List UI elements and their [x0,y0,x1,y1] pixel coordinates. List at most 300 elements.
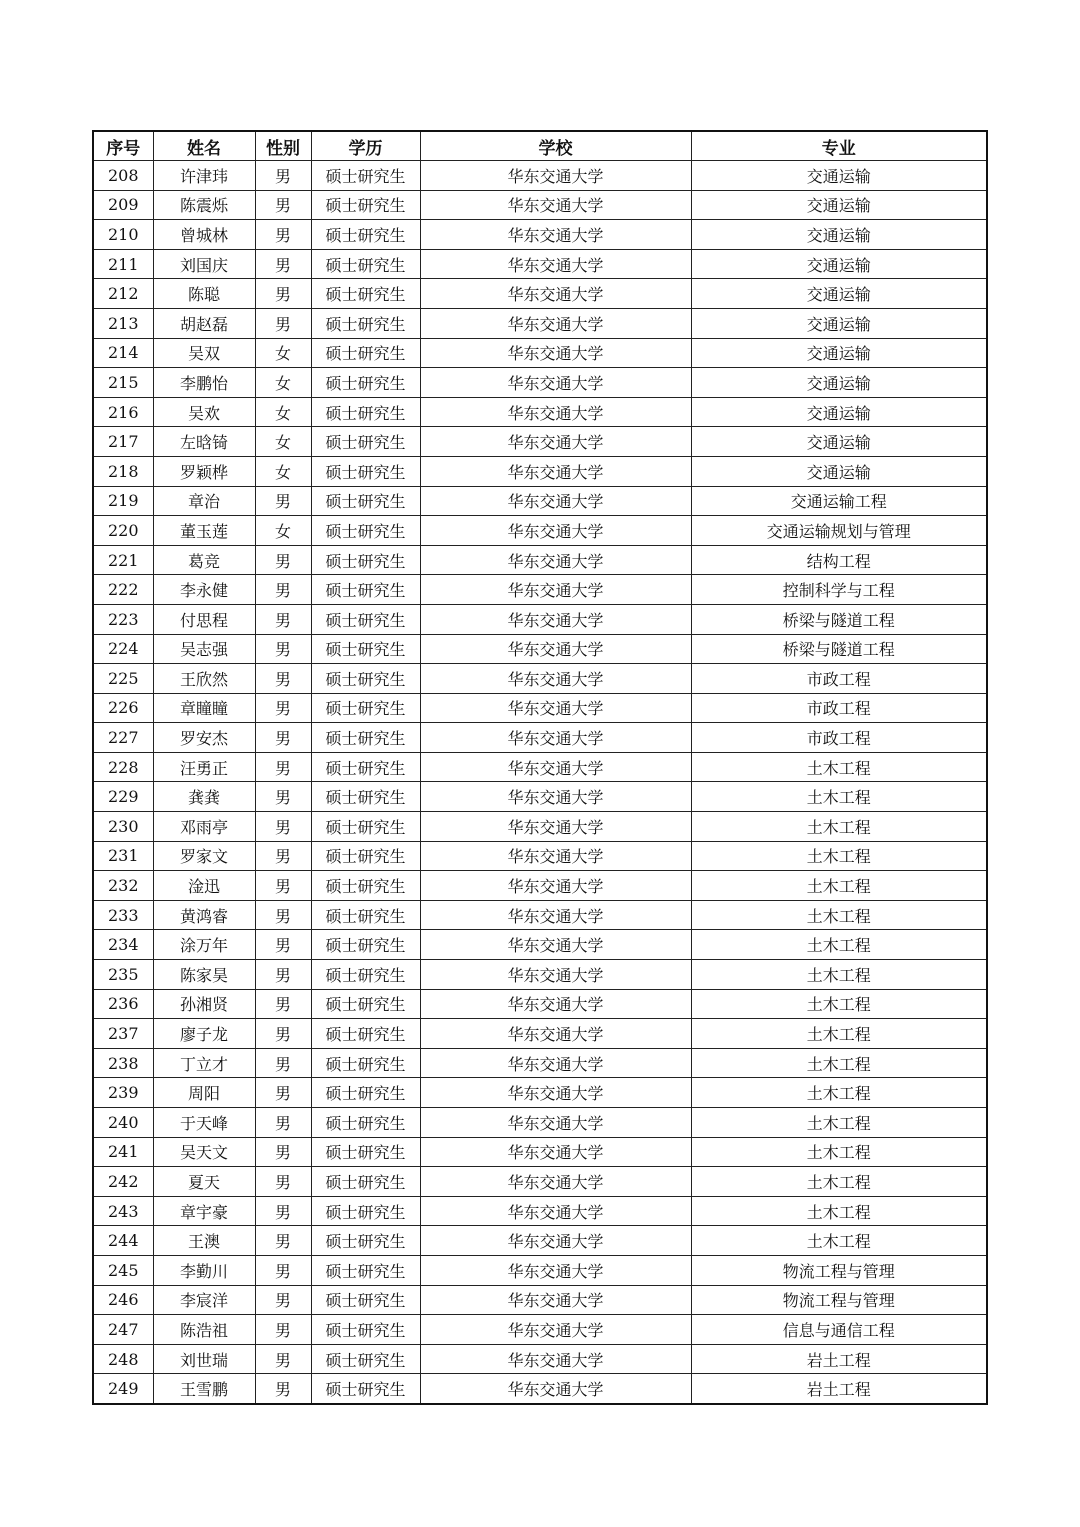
cell-education: 硕士研究生 [311,190,420,220]
cell-school: 华东交通大学 [420,545,691,575]
cell-no: 241 [93,1137,153,1167]
table-row [93,456,987,486]
cell-no: 215 [93,368,153,398]
cell-education: 硕士研究生 [311,220,420,250]
cell-school: 华东交通大学 [420,1285,691,1315]
cell-name: 李鹏怡 [153,368,255,398]
cell-major: 土木工程 [691,1226,987,1256]
cell-gender: 男 [255,1196,311,1226]
cell-name: 周阳 [153,1078,255,1108]
cell-major: 桥梁与隧道工程 [691,634,987,664]
cell-major: 交通运输 [691,456,987,486]
cell-gender: 男 [255,1374,311,1404]
cell-name: 陈家昊 [153,960,255,990]
cell-education: 硕士研究生 [311,1196,420,1226]
cell-gender: 男 [255,841,311,871]
cell-no: 218 [93,456,153,486]
cell-school: 华东交通大学 [420,249,691,279]
header-cell-major: 专业 [691,131,987,161]
cell-education: 硕士研究生 [311,871,420,901]
cell-name: 黄鸿睿 [153,900,255,930]
table-body [93,161,987,1404]
cell-name: 章瞳瞳 [153,693,255,723]
cell-name: 王雪鹏 [153,1374,255,1404]
cell-school: 华东交通大学 [420,693,691,723]
cell-major: 结构工程 [691,545,987,575]
cell-education: 硕士研究生 [311,1315,420,1345]
cell-school: 华东交通大学 [420,575,691,605]
cell-no: 239 [93,1078,153,1108]
table-row [93,634,987,664]
cell-name: 李勤川 [153,1255,255,1285]
cell-name: 淦迅 [153,871,255,901]
cell-gender: 女 [255,427,311,457]
cell-education: 硕士研究生 [311,397,420,427]
cell-gender: 男 [255,752,311,782]
cell-major: 土木工程 [691,1078,987,1108]
table-row [93,397,987,427]
table-row [93,1048,987,1078]
cell-no: 220 [93,516,153,546]
cell-gender: 男 [255,575,311,605]
cell-major: 市政工程 [691,723,987,753]
cell-no: 224 [93,634,153,664]
cell-no: 237 [93,1019,153,1049]
cell-education: 硕士研究生 [311,900,420,930]
cell-school: 华东交通大学 [420,634,691,664]
cell-no: 214 [93,338,153,368]
cell-gender: 男 [255,279,311,309]
cell-education: 硕士研究生 [311,1019,420,1049]
cell-gender: 女 [255,397,311,427]
cell-school: 华东交通大学 [420,161,691,191]
cell-no: 235 [93,960,153,990]
cell-school: 华东交通大学 [420,752,691,782]
cell-gender: 男 [255,190,311,220]
cell-major: 岩土工程 [691,1344,987,1374]
cell-gender: 男 [255,1019,311,1049]
table-row [93,368,987,398]
cell-name: 罗家文 [153,841,255,871]
cell-education: 硕士研究生 [311,545,420,575]
cell-gender: 男 [255,693,311,723]
cell-major: 交通运输 [691,249,987,279]
table-row [93,279,987,309]
cell-name: 左晗锜 [153,427,255,457]
table-row [93,190,987,220]
cell-no: 234 [93,930,153,960]
roster-table-container [92,130,986,1405]
cell-gender: 女 [255,338,311,368]
table-row [93,220,987,250]
table-row [93,1108,987,1138]
cell-gender: 男 [255,634,311,664]
cell-name: 胡赵磊 [153,308,255,338]
table-row [93,1374,987,1404]
header-cell-education: 学历 [311,131,420,161]
cell-major: 交通运输 [691,220,987,250]
cell-major: 控制科学与工程 [691,575,987,605]
cell-name: 汪勇正 [153,752,255,782]
table-row [93,782,987,812]
cell-education: 硕士研究生 [311,575,420,605]
cell-education: 硕士研究生 [311,960,420,990]
cell-school: 华东交通大学 [420,190,691,220]
cell-school: 华东交通大学 [420,1344,691,1374]
cell-major: 土木工程 [691,1048,987,1078]
cell-gender: 男 [255,782,311,812]
cell-gender: 男 [255,664,311,694]
table-row [93,545,987,575]
cell-no: 211 [93,249,153,279]
cell-school: 华东交通大学 [420,723,691,753]
cell-name: 葛竞 [153,545,255,575]
cell-education: 硕士研究生 [311,604,420,634]
cell-name: 陈震烁 [153,190,255,220]
cell-no: 208 [93,161,153,191]
cell-school: 华东交通大学 [420,1167,691,1197]
cell-school: 华东交通大学 [420,871,691,901]
cell-gender: 男 [255,1137,311,1167]
cell-no: 248 [93,1344,153,1374]
cell-education: 硕士研究生 [311,1374,420,1404]
cell-major: 交通运输 [691,397,987,427]
table-row [93,664,987,694]
cell-education: 硕士研究生 [311,1344,420,1374]
cell-major: 信息与通信工程 [691,1315,987,1345]
cell-school: 华东交通大学 [420,1196,691,1226]
cell-name: 陈聪 [153,279,255,309]
table-row [93,1137,987,1167]
cell-school: 华东交通大学 [420,220,691,250]
cell-name: 李永健 [153,575,255,605]
cell-education: 硕士研究生 [311,930,420,960]
cell-education: 硕士研究生 [311,279,420,309]
cell-gender: 男 [255,545,311,575]
cell-gender: 男 [255,1255,311,1285]
cell-gender: 男 [255,1167,311,1197]
cell-gender: 男 [255,1078,311,1108]
cell-major: 土木工程 [691,1167,987,1197]
table-row [93,930,987,960]
cell-gender: 女 [255,516,311,546]
cell-gender: 男 [255,1048,311,1078]
cell-major: 岩土工程 [691,1374,987,1404]
cell-gender: 男 [255,161,311,191]
roster-table [92,130,988,1405]
header-cell-school: 学校 [420,131,691,161]
cell-name: 王欣然 [153,664,255,694]
cell-gender: 男 [255,871,311,901]
cell-major: 交通运输工程 [691,486,987,516]
cell-name: 吴志强 [153,634,255,664]
cell-no: 216 [93,397,153,427]
cell-school: 华东交通大学 [420,841,691,871]
cell-school: 华东交通大学 [420,782,691,812]
cell-gender: 男 [255,1285,311,1315]
cell-major: 交通运输 [691,338,987,368]
cell-major: 土木工程 [691,752,987,782]
cell-major: 交通运输 [691,308,987,338]
cell-name: 于天峰 [153,1108,255,1138]
cell-no: 236 [93,989,153,1019]
cell-major: 市政工程 [691,664,987,694]
cell-school: 华东交通大学 [420,486,691,516]
cell-school: 华东交通大学 [420,516,691,546]
cell-name: 董玉莲 [153,516,255,546]
cell-education: 硕士研究生 [311,1048,420,1078]
cell-major: 物流工程与管理 [691,1255,987,1285]
cell-no: 233 [93,900,153,930]
cell-education: 硕士研究生 [311,1137,420,1167]
cell-education: 硕士研究生 [311,782,420,812]
cell-no: 247 [93,1315,153,1345]
table-row [93,960,987,990]
cell-name: 刘世瑞 [153,1344,255,1374]
table-row [93,812,987,842]
cell-education: 硕士研究生 [311,1167,420,1197]
cell-school: 华东交通大学 [420,1374,691,1404]
cell-no: 238 [93,1048,153,1078]
cell-school: 华东交通大学 [420,900,691,930]
cell-name: 廖子龙 [153,1019,255,1049]
cell-education: 硕士研究生 [311,634,420,664]
cell-no: 245 [93,1255,153,1285]
cell-major: 土木工程 [691,930,987,960]
cell-major: 交通运输 [691,368,987,398]
cell-school: 华东交通大学 [420,604,691,634]
header-cell-no: 序号 [93,131,153,161]
cell-education: 硕士研究生 [311,1285,420,1315]
cell-gender: 男 [255,989,311,1019]
cell-name: 罗颖桦 [153,456,255,486]
cell-education: 硕士研究生 [311,368,420,398]
cell-name: 丁立才 [153,1048,255,1078]
table-row [93,249,987,279]
cell-gender: 男 [255,486,311,516]
cell-name: 付思程 [153,604,255,634]
cell-name: 夏天 [153,1167,255,1197]
cell-school: 华东交通大学 [420,989,691,1019]
table-row [93,604,987,634]
cell-major: 土木工程 [691,841,987,871]
cell-gender: 女 [255,368,311,398]
cell-no: 227 [93,723,153,753]
cell-school: 华东交通大学 [420,1315,691,1345]
cell-education: 硕士研究生 [311,812,420,842]
header-cell-gender: 性别 [255,131,311,161]
cell-major: 土木工程 [691,989,987,1019]
cell-no: 230 [93,812,153,842]
table-row [93,516,987,546]
cell-school: 华东交通大学 [420,397,691,427]
cell-gender: 男 [255,1315,311,1345]
cell-gender: 男 [255,604,311,634]
cell-major: 土木工程 [691,1019,987,1049]
cell-no: 240 [93,1108,153,1138]
cell-no: 209 [93,190,153,220]
cell-education: 硕士研究生 [311,752,420,782]
cell-school: 华东交通大学 [420,812,691,842]
cell-education: 硕士研究生 [311,249,420,279]
cell-no: 244 [93,1226,153,1256]
cell-gender: 女 [255,456,311,486]
cell-major: 土木工程 [691,812,987,842]
cell-education: 硕士研究生 [311,427,420,457]
cell-no: 213 [93,308,153,338]
table-row [93,900,987,930]
cell-name: 章宇豪 [153,1196,255,1226]
table-row [93,1078,987,1108]
table-row [93,338,987,368]
cell-gender: 男 [255,723,311,753]
cell-name: 涂万年 [153,930,255,960]
cell-school: 华东交通大学 [420,960,691,990]
cell-gender: 男 [255,1108,311,1138]
cell-major: 土木工程 [691,782,987,812]
cell-school: 华东交通大学 [420,1108,691,1138]
header-cell-name: 姓名 [153,131,255,161]
table-row [93,1196,987,1226]
cell-no: 232 [93,871,153,901]
cell-gender: 男 [255,249,311,279]
cell-name: 王澳 [153,1226,255,1256]
cell-no: 221 [93,545,153,575]
table-row [93,161,987,191]
table-row [93,871,987,901]
cell-no: 229 [93,782,153,812]
table-header [93,131,987,161]
cell-no: 219 [93,486,153,516]
header-row [93,131,987,161]
table-row [93,1167,987,1197]
cell-school: 华东交通大学 [420,1226,691,1256]
cell-name: 龚龚 [153,782,255,812]
cell-education: 硕士研究生 [311,1255,420,1285]
cell-school: 华东交通大学 [420,279,691,309]
table-row [93,723,987,753]
cell-name: 章治 [153,486,255,516]
cell-no: 246 [93,1285,153,1315]
cell-name: 陈浩祖 [153,1315,255,1345]
cell-major: 土木工程 [691,1196,987,1226]
cell-major: 物流工程与管理 [691,1285,987,1315]
cell-name: 李宸洋 [153,1285,255,1315]
cell-school: 华东交通大学 [420,456,691,486]
cell-no: 225 [93,664,153,694]
cell-school: 华东交通大学 [420,1078,691,1108]
cell-name: 曾城林 [153,220,255,250]
table-row [93,1255,987,1285]
cell-no: 226 [93,693,153,723]
cell-gender: 男 [255,1344,311,1374]
table-row [93,1285,987,1315]
cell-school: 华东交通大学 [420,427,691,457]
cell-school: 华东交通大学 [420,338,691,368]
cell-education: 硕士研究生 [311,1108,420,1138]
cell-education: 硕士研究生 [311,456,420,486]
cell-school: 华东交通大学 [420,1137,691,1167]
table-row [93,427,987,457]
cell-education: 硕士研究生 [311,841,420,871]
cell-name: 邓雨亭 [153,812,255,842]
table-row [93,575,987,605]
cell-name: 吴欢 [153,397,255,427]
table-row [93,693,987,723]
table-row [93,989,987,1019]
cell-no: 223 [93,604,153,634]
table-row [93,486,987,516]
cell-gender: 男 [255,930,311,960]
cell-name: 孙湘贤 [153,989,255,1019]
cell-education: 硕士研究生 [311,308,420,338]
cell-major: 桥梁与隧道工程 [691,604,987,634]
cell-school: 华东交通大学 [420,1255,691,1285]
cell-education: 硕士研究生 [311,989,420,1019]
cell-education: 硕士研究生 [311,161,420,191]
table-row [93,308,987,338]
cell-name: 吴双 [153,338,255,368]
cell-school: 华东交通大学 [420,930,691,960]
cell-major: 交通运输 [691,161,987,191]
cell-school: 华东交通大学 [420,308,691,338]
cell-education: 硕士研究生 [311,723,420,753]
cell-education: 硕士研究生 [311,1078,420,1108]
cell-major: 土木工程 [691,1108,987,1138]
cell-school: 华东交通大学 [420,664,691,694]
cell-education: 硕士研究生 [311,693,420,723]
table-row [93,1315,987,1345]
cell-major: 交通运输规划与管理 [691,516,987,546]
cell-name: 许津玮 [153,161,255,191]
cell-gender: 男 [255,812,311,842]
cell-education: 硕士研究生 [311,516,420,546]
cell-no: 228 [93,752,153,782]
cell-education: 硕士研究生 [311,338,420,368]
cell-education: 硕士研究生 [311,1226,420,1256]
table-row [93,1344,987,1374]
cell-no: 210 [93,220,153,250]
cell-gender: 男 [255,960,311,990]
cell-gender: 男 [255,1226,311,1256]
cell-school: 华东交通大学 [420,1048,691,1078]
table-row [93,752,987,782]
table-row [93,1226,987,1256]
table-row [93,1019,987,1049]
cell-no: 212 [93,279,153,309]
cell-name: 刘国庆 [153,249,255,279]
cell-no: 222 [93,575,153,605]
table-row [93,841,987,871]
cell-major: 土木工程 [691,1137,987,1167]
cell-gender: 男 [255,308,311,338]
cell-major: 土木工程 [691,960,987,990]
cell-major: 市政工程 [691,693,987,723]
cell-name: 吴天文 [153,1137,255,1167]
cell-school: 华东交通大学 [420,368,691,398]
cell-no: 231 [93,841,153,871]
cell-major: 交通运输 [691,279,987,309]
cell-major: 交通运输 [691,427,987,457]
cell-no: 249 [93,1374,153,1404]
cell-major: 土木工程 [691,871,987,901]
cell-no: 242 [93,1167,153,1197]
cell-school: 华东交通大学 [420,1019,691,1049]
cell-no: 217 [93,427,153,457]
cell-gender: 男 [255,900,311,930]
cell-education: 硕士研究生 [311,486,420,516]
cell-gender: 男 [255,220,311,250]
